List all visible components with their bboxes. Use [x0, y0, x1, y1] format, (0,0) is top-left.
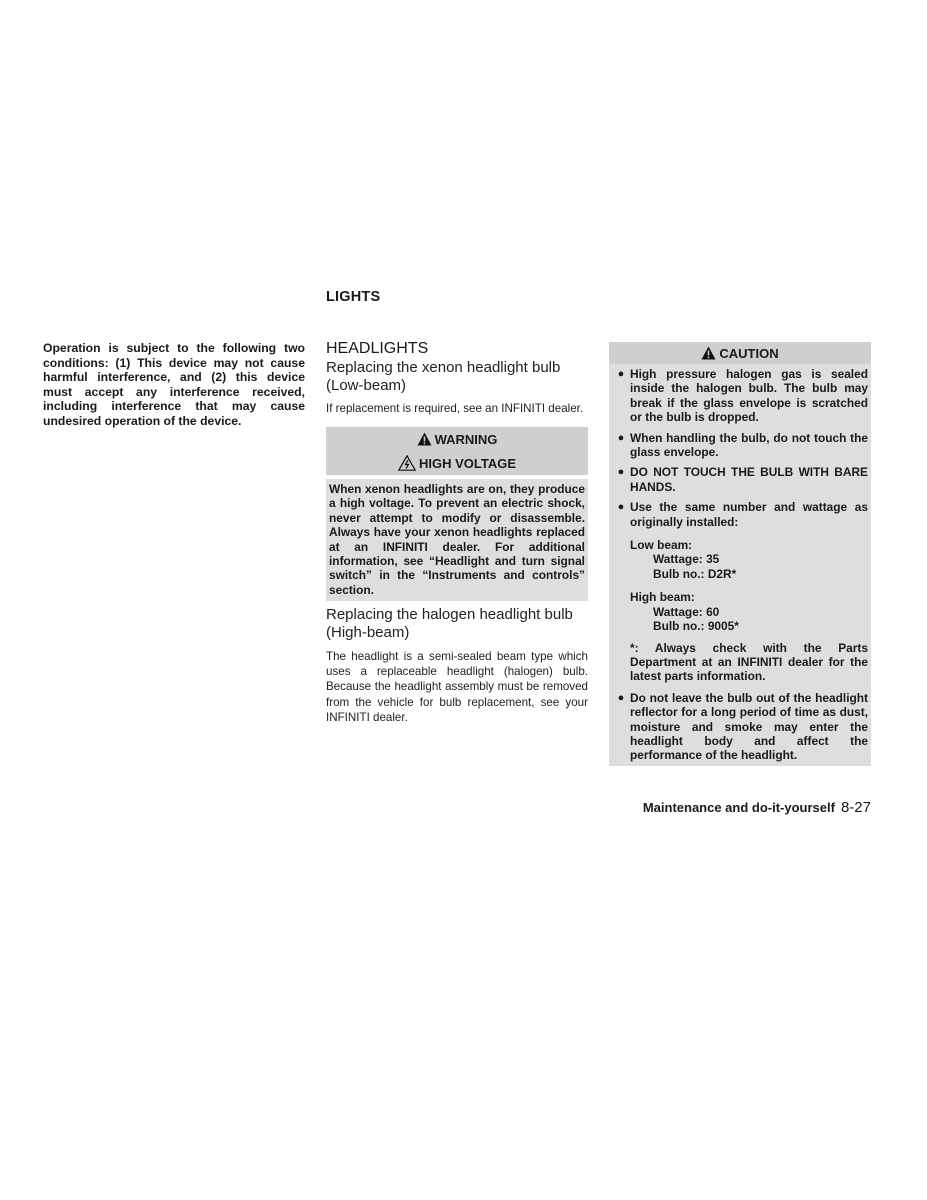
footer-section: Maintenance and do-it-yourself: [642, 800, 835, 815]
caution-label: CAUTION: [719, 345, 779, 361]
high-beam-label: High beam:: [630, 590, 695, 605]
parts-note: *: Always check with the Parts Department at an INFINITI dealer for the latest parts information.: [630, 640, 868, 684]
xenon-text: If replacement is required, see an INFINITI dealer.: [326, 402, 584, 415]
high-beam-wattage: Wattage: 60: [653, 604, 720, 619]
caution-bullet: ● Do not leave the bulb out of the headlight reflector for a long period of time as dust, moisture and smoke may enter the headlight body and affect the performance of the headlight.: [617, 690, 868, 763]
caution-body: [609, 364, 871, 766]
caution-header: [609, 342, 871, 364]
high-voltage-label: HIGH VOLTAGE: [418, 455, 517, 471]
warning-label: WARNING: [434, 431, 498, 447]
high-voltage-icon: [398, 455, 416, 471]
caution-box: [609, 342, 871, 766]
warning-text: When xenon headlights are on, they produce a high voltage. To prevent an electric shock, never attempt to modify or disassemble. Always have your xenon headlights replaced at an INFINITI dealer. For additional information, see “Headlight and turn signal switch” in the “Instruments and controls” section.: [326, 479, 588, 601]
warning-header: [326, 427, 588, 475]
low-beam-label: Low beam:: [630, 538, 693, 553]
caution-bullet: ● High pressure halogen gas is sealed inside the halogen bulb. The bulb may break if the glass envelope is scratched or the bulb is dropped.: [617, 367, 868, 425]
xenon-title: Replacing the xenon headlight bulb (Low-beam): [326, 359, 561, 394]
low-beam-wattage: Wattage: 35: [653, 552, 720, 567]
section-title: LIGHTS: [326, 289, 381, 305]
halogen-section: [326, 606, 588, 725]
caution-bullet: ● DO NOT TOUCH THE BULB WITH BARE HANDS.: [617, 465, 868, 494]
compliance-note: Operation is subject to the following two conditions: (1) This device may not cause harmful interference, and (2) this device must accept any interference received, including interference that may cause undesired operation of the device.: [43, 341, 305, 428]
page-number: 8-27: [840, 799, 871, 816]
halogen-title: Replacing the halogen headlight bulb (High-beam): [326, 606, 573, 641]
halogen-text: The headlight is a semi-sealed beam type which uses a replaceable headlight (halogen) bulb. Because the headlight assembly must be removed from the vehicle for bulb replacement, see your INFINITI dealer.: [326, 650, 588, 724]
high-beam-bulb: Bulb no.: 9005*: [653, 619, 739, 634]
headlights-heading: HEADLIGHTS: [326, 340, 429, 357]
low-beam-bulb: Bulb no.: D2R*: [653, 566, 737, 581]
warning-box: [326, 427, 588, 601]
caution-icon: [701, 346, 716, 360]
headlights-section: [326, 340, 588, 416]
caution-bullet: ● Use the same number and wattage as originally installed:: [617, 500, 868, 529]
caution-bullet: ● When handling the bulb, do not touch the glass envelope.: [617, 430, 868, 460]
warning-icon: [417, 432, 432, 446]
page-footer: [620, 799, 871, 816]
